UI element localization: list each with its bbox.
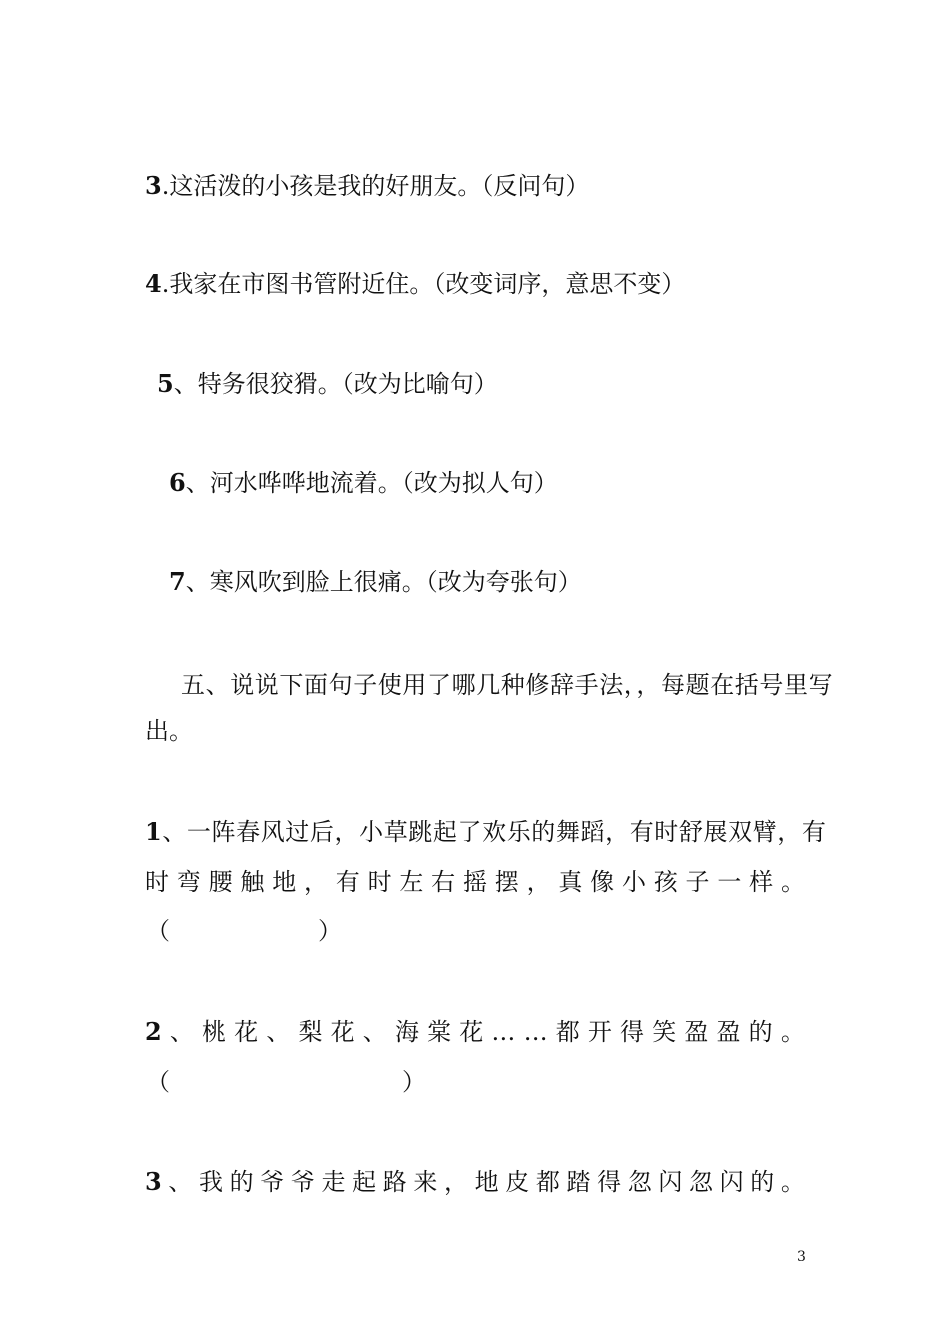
question-separator: 、 xyxy=(185,469,210,497)
char: 盈 xyxy=(684,1018,709,1046)
question-number: 4 xyxy=(145,269,162,298)
char: 。 xyxy=(780,1018,805,1046)
char: 腰 xyxy=(208,868,233,896)
char: 棠 xyxy=(427,1018,452,1046)
char: 得 xyxy=(597,1168,622,1196)
question-6 xyxy=(169,467,558,499)
char: 一 xyxy=(717,868,742,896)
item-1 xyxy=(145,816,827,848)
char: 起 xyxy=(352,1168,377,1196)
item-1-answer-open-paren: （ xyxy=(146,917,170,945)
char: 走 xyxy=(321,1168,346,1196)
question-5 xyxy=(157,368,498,400)
char: 、 xyxy=(168,1168,193,1196)
char: 忽 xyxy=(627,1168,652,1196)
char: 、 xyxy=(266,1018,291,1046)
char: 地 xyxy=(272,868,297,896)
section-5-heading-continued: 出。 xyxy=(145,717,193,745)
char: ， xyxy=(526,868,551,896)
item-2-answer-close-paren: ） xyxy=(402,1068,426,1096)
item-text: 、一阵春风过后，小草跳起了欢乐的舞蹈，有时舒展双臂，有 xyxy=(162,818,827,846)
char: 地 xyxy=(474,1168,499,1196)
page-number: 3 xyxy=(797,1249,806,1265)
question-number: 7 xyxy=(169,567,186,596)
char: 右 xyxy=(431,868,456,896)
char: 闪 xyxy=(719,1168,744,1196)
char: 、 xyxy=(362,1018,387,1046)
question-3 xyxy=(145,170,589,202)
char: 摆 xyxy=(494,868,519,896)
char: 的 xyxy=(229,1168,254,1196)
char: 皮 xyxy=(505,1168,530,1196)
char: 小 xyxy=(621,868,646,896)
char: 桃 xyxy=(202,1018,227,1046)
question-separator: 、 xyxy=(185,568,210,596)
question-4 xyxy=(145,268,685,300)
question-separator: . xyxy=(161,172,170,200)
question-7 xyxy=(169,566,582,598)
item-number: 3 xyxy=(145,1167,162,1196)
char: 子 xyxy=(685,868,710,896)
char: 花 xyxy=(234,1018,259,1046)
char: 都 xyxy=(555,1018,580,1046)
item-1-line2 xyxy=(145,866,805,898)
item-2 xyxy=(145,1016,805,1048)
char: 海 xyxy=(394,1018,419,1046)
char: 像 xyxy=(590,868,615,896)
char: 花 xyxy=(459,1018,484,1046)
char: 梨 xyxy=(298,1018,323,1046)
char: … xyxy=(491,1018,516,1046)
question-text: 河水哗哗地流着。（改为拟人句） xyxy=(209,469,558,497)
question-separator: . xyxy=(161,270,170,298)
question-number: 6 xyxy=(169,468,186,497)
char: 盈 xyxy=(716,1018,741,1046)
char: 时 xyxy=(145,868,169,896)
char: 、 xyxy=(169,1018,194,1046)
char: 路 xyxy=(382,1168,407,1196)
char: 忽 xyxy=(688,1168,713,1196)
char: 得 xyxy=(620,1018,645,1046)
char: ， xyxy=(443,1168,468,1196)
item-number: 2 xyxy=(145,1017,162,1046)
char: 时 xyxy=(367,868,392,896)
question-number: 3 xyxy=(145,171,162,200)
char: 摇 xyxy=(462,868,487,896)
char: 。 xyxy=(780,1168,805,1196)
item-number: 1 xyxy=(145,817,163,846)
char: 真 xyxy=(558,868,583,896)
char: 笑 xyxy=(652,1018,677,1046)
char: 爷 xyxy=(290,1168,315,1196)
char: 都 xyxy=(535,1168,560,1196)
char: 的 xyxy=(750,1168,775,1196)
char: 闪 xyxy=(658,1168,683,1196)
question-separator: 、 xyxy=(173,370,198,398)
item-2-answer-open-paren: （ xyxy=(146,1068,170,1096)
char: 爷 xyxy=(260,1168,285,1196)
char: 开 xyxy=(587,1018,612,1046)
question-number: 5 xyxy=(157,369,174,398)
char: 来 xyxy=(413,1168,438,1196)
char: … xyxy=(523,1018,548,1046)
question-text: 我家在市图书管附近住。（改变词序，意思不变） xyxy=(169,270,686,298)
question-text: 这活泼的小孩是我的好朋友。（反问句） xyxy=(169,172,590,200)
section-5-heading: 五、说说下面句子使用了哪几种修辞手法，，每题在括号里写 xyxy=(181,671,834,699)
item-3 xyxy=(145,1166,805,1198)
question-text: 寒风吹到脸上很痛。（改为夸张句） xyxy=(209,568,582,596)
char: 孩 xyxy=(653,868,678,896)
char: 花 xyxy=(330,1018,355,1046)
char: 踏 xyxy=(566,1168,591,1196)
char: 。 xyxy=(780,868,805,896)
char: 左 xyxy=(399,868,424,896)
char: 触 xyxy=(240,868,265,896)
item-1-answer-close-paren: ） xyxy=(318,917,342,945)
char: 样 xyxy=(749,868,774,896)
char: 有 xyxy=(335,868,360,896)
char: 的 xyxy=(748,1018,773,1046)
char: 我 xyxy=(198,1168,223,1196)
char: 弯 xyxy=(176,868,201,896)
question-text: 特务很狡猾。（改为比喻句） xyxy=(197,370,498,398)
char: ， xyxy=(303,868,328,896)
